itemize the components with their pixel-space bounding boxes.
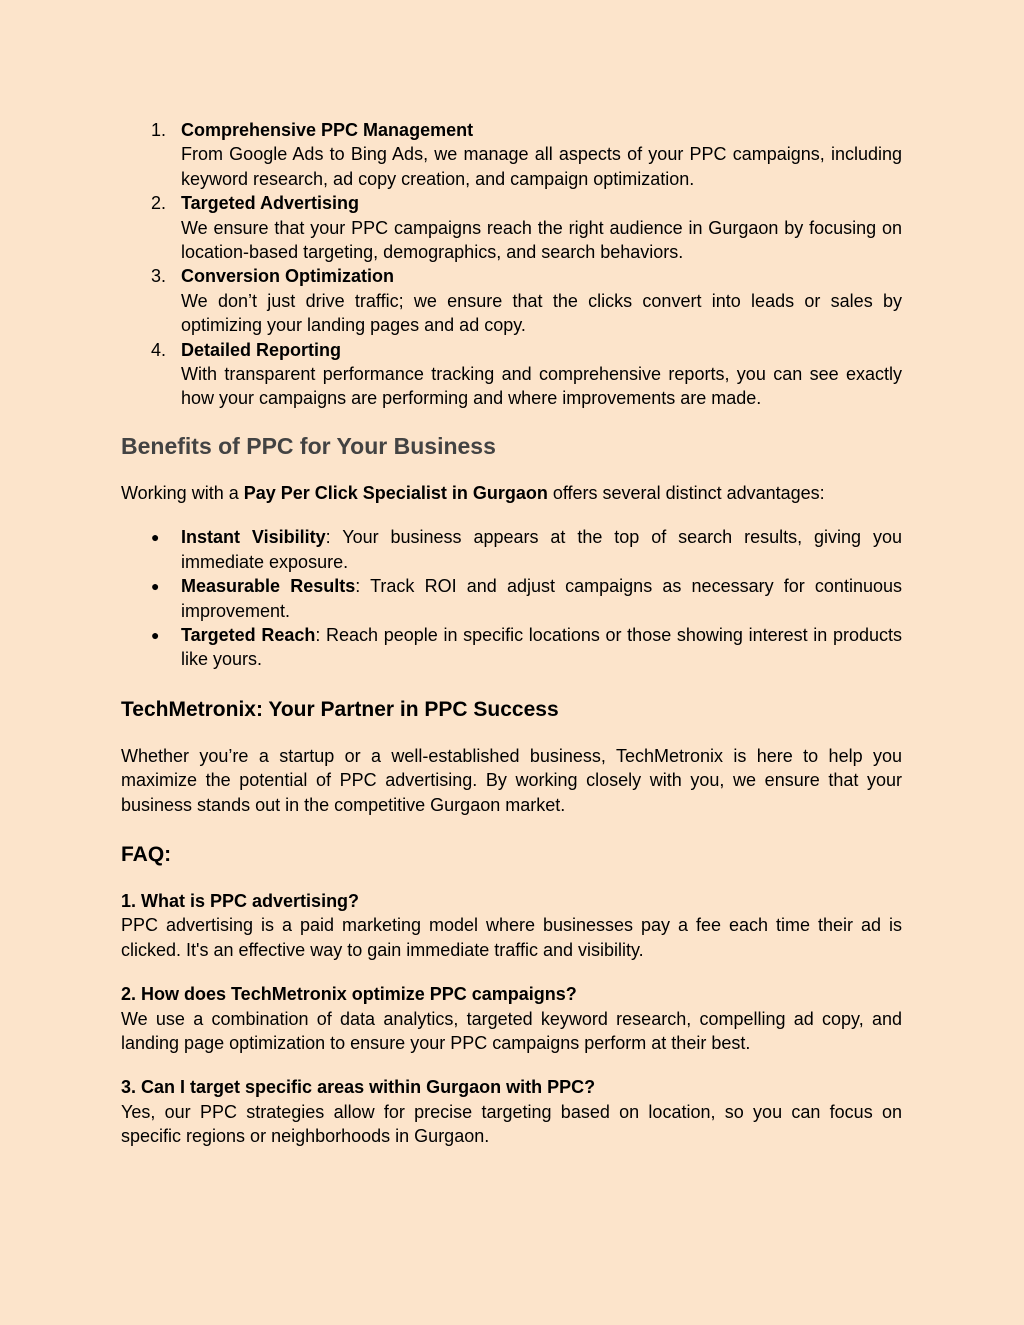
partner-text: Whether you’re a startup or a well-established business, TechMetronix is here to help you maximize the potential of PPC advertising. By working closely with you, we ensure that your business stands out in the competitive Gurgaon market. bbox=[121, 745, 902, 815]
item-description: We don’t just drive traffic; we ensure that the clicks convert into leads or sales by optimizing your landing pages and ad copy. bbox=[181, 290, 902, 336]
item-title: Targeted Advertising bbox=[181, 193, 360, 214]
benefits-heading: Benefits of PPC for Your Business bbox=[121, 432, 496, 459]
faq-heading: FAQ: bbox=[121, 842, 172, 866]
bullet-title: Measurable Results bbox=[181, 576, 356, 597]
item-title: Detailed Reporting bbox=[181, 339, 342, 360]
item-title: Comprehensive PPC Management bbox=[181, 120, 474, 140]
bullet-text bbox=[181, 623, 902, 672]
bullet-body: : Track ROI and adjust campaigns as necessary for continuous improvement. bbox=[181, 576, 902, 621]
benefits-intro bbox=[121, 481, 902, 505]
list-item bbox=[121, 525, 902, 574]
faq-question: 1. What is PPC advertising? bbox=[121, 890, 360, 911]
list-item bbox=[121, 118, 902, 191]
list-number: 2. bbox=[151, 193, 167, 214]
bullet-body: : Reach people in specific locations or those showing interest in products like yours. bbox=[181, 624, 902, 670]
services-list bbox=[121, 118, 902, 411]
list-item bbox=[121, 623, 902, 672]
intro-prefix: Working with a bbox=[121, 482, 244, 503]
bullet-title: Targeted Reach bbox=[181, 624, 316, 645]
bullet-body: : Your business appears at the top of search results, giving you immediate exposure. bbox=[181, 527, 903, 572]
bullet-title: Instant Visibility bbox=[181, 527, 326, 548]
faq-answer: Yes, our PPC strategies allow for precise targeting based on location, so you can focus on specific regions or neighborhoods in Gurgaon. bbox=[121, 1101, 902, 1147]
benefits-list bbox=[121, 525, 902, 671]
faq-question: 2. How does TechMetronix optimize PPC campaigns? bbox=[121, 984, 577, 1005]
item-description: From Google Ads to Bing Ads, we manage all aspects of your PPC campaigns, including keyword research, ad copy creation, and campaign optimization. bbox=[181, 144, 902, 189]
item-description: With transparent performance tracking and comprehensive reports, you can see exactly how your campaigns are performing and where improvements are made. bbox=[181, 364, 902, 409]
intro-bold: Pay Per Click Specialist in Gurgaon bbox=[243, 482, 548, 503]
bullet-icon: ● bbox=[151, 626, 160, 643]
bullet-text bbox=[181, 574, 902, 623]
bullet-icon: ● bbox=[151, 578, 160, 595]
list-number: 4. bbox=[151, 339, 167, 360]
list-item bbox=[121, 191, 902, 264]
faq-item bbox=[121, 982, 902, 1055]
faq-item bbox=[121, 889, 902, 962]
bullet-icon: ● bbox=[151, 529, 160, 546]
faq-question: 3. Can I target specific areas within Gurgaon with PPC? bbox=[121, 1077, 596, 1098]
list-item bbox=[121, 338, 902, 411]
intro-suffix: offers several distinct advantages: bbox=[547, 482, 825, 503]
list-number: 1. bbox=[151, 120, 167, 140]
list-item bbox=[121, 264, 902, 337]
partner-heading: TechMetronix: Your Partner in PPC Success bbox=[121, 697, 559, 721]
faq-item bbox=[121, 1075, 902, 1148]
item-title: Conversion Optimization bbox=[181, 266, 395, 287]
faq-list bbox=[121, 889, 902, 1149]
item-description: We ensure that your PPC campaigns reach the right audience in Gurgaon by focusing on location-based targeting, demographics, and search behaviors. bbox=[181, 217, 902, 263]
list-item bbox=[121, 574, 902, 623]
list-number: 3. bbox=[151, 266, 167, 287]
faq-answer: We use a combination of data analytics, targeted keyword research, compelling ad copy, and landing page optimization to ensure your PPC campaigns perform at their best. bbox=[121, 1008, 902, 1053]
faq-answer: PPC advertising is a paid marketing model where businesses pay a fee each time their ad is clicked. It's an effective way to gain immediate traffic and visibility. bbox=[121, 915, 902, 960]
bullet-text bbox=[181, 525, 902, 574]
